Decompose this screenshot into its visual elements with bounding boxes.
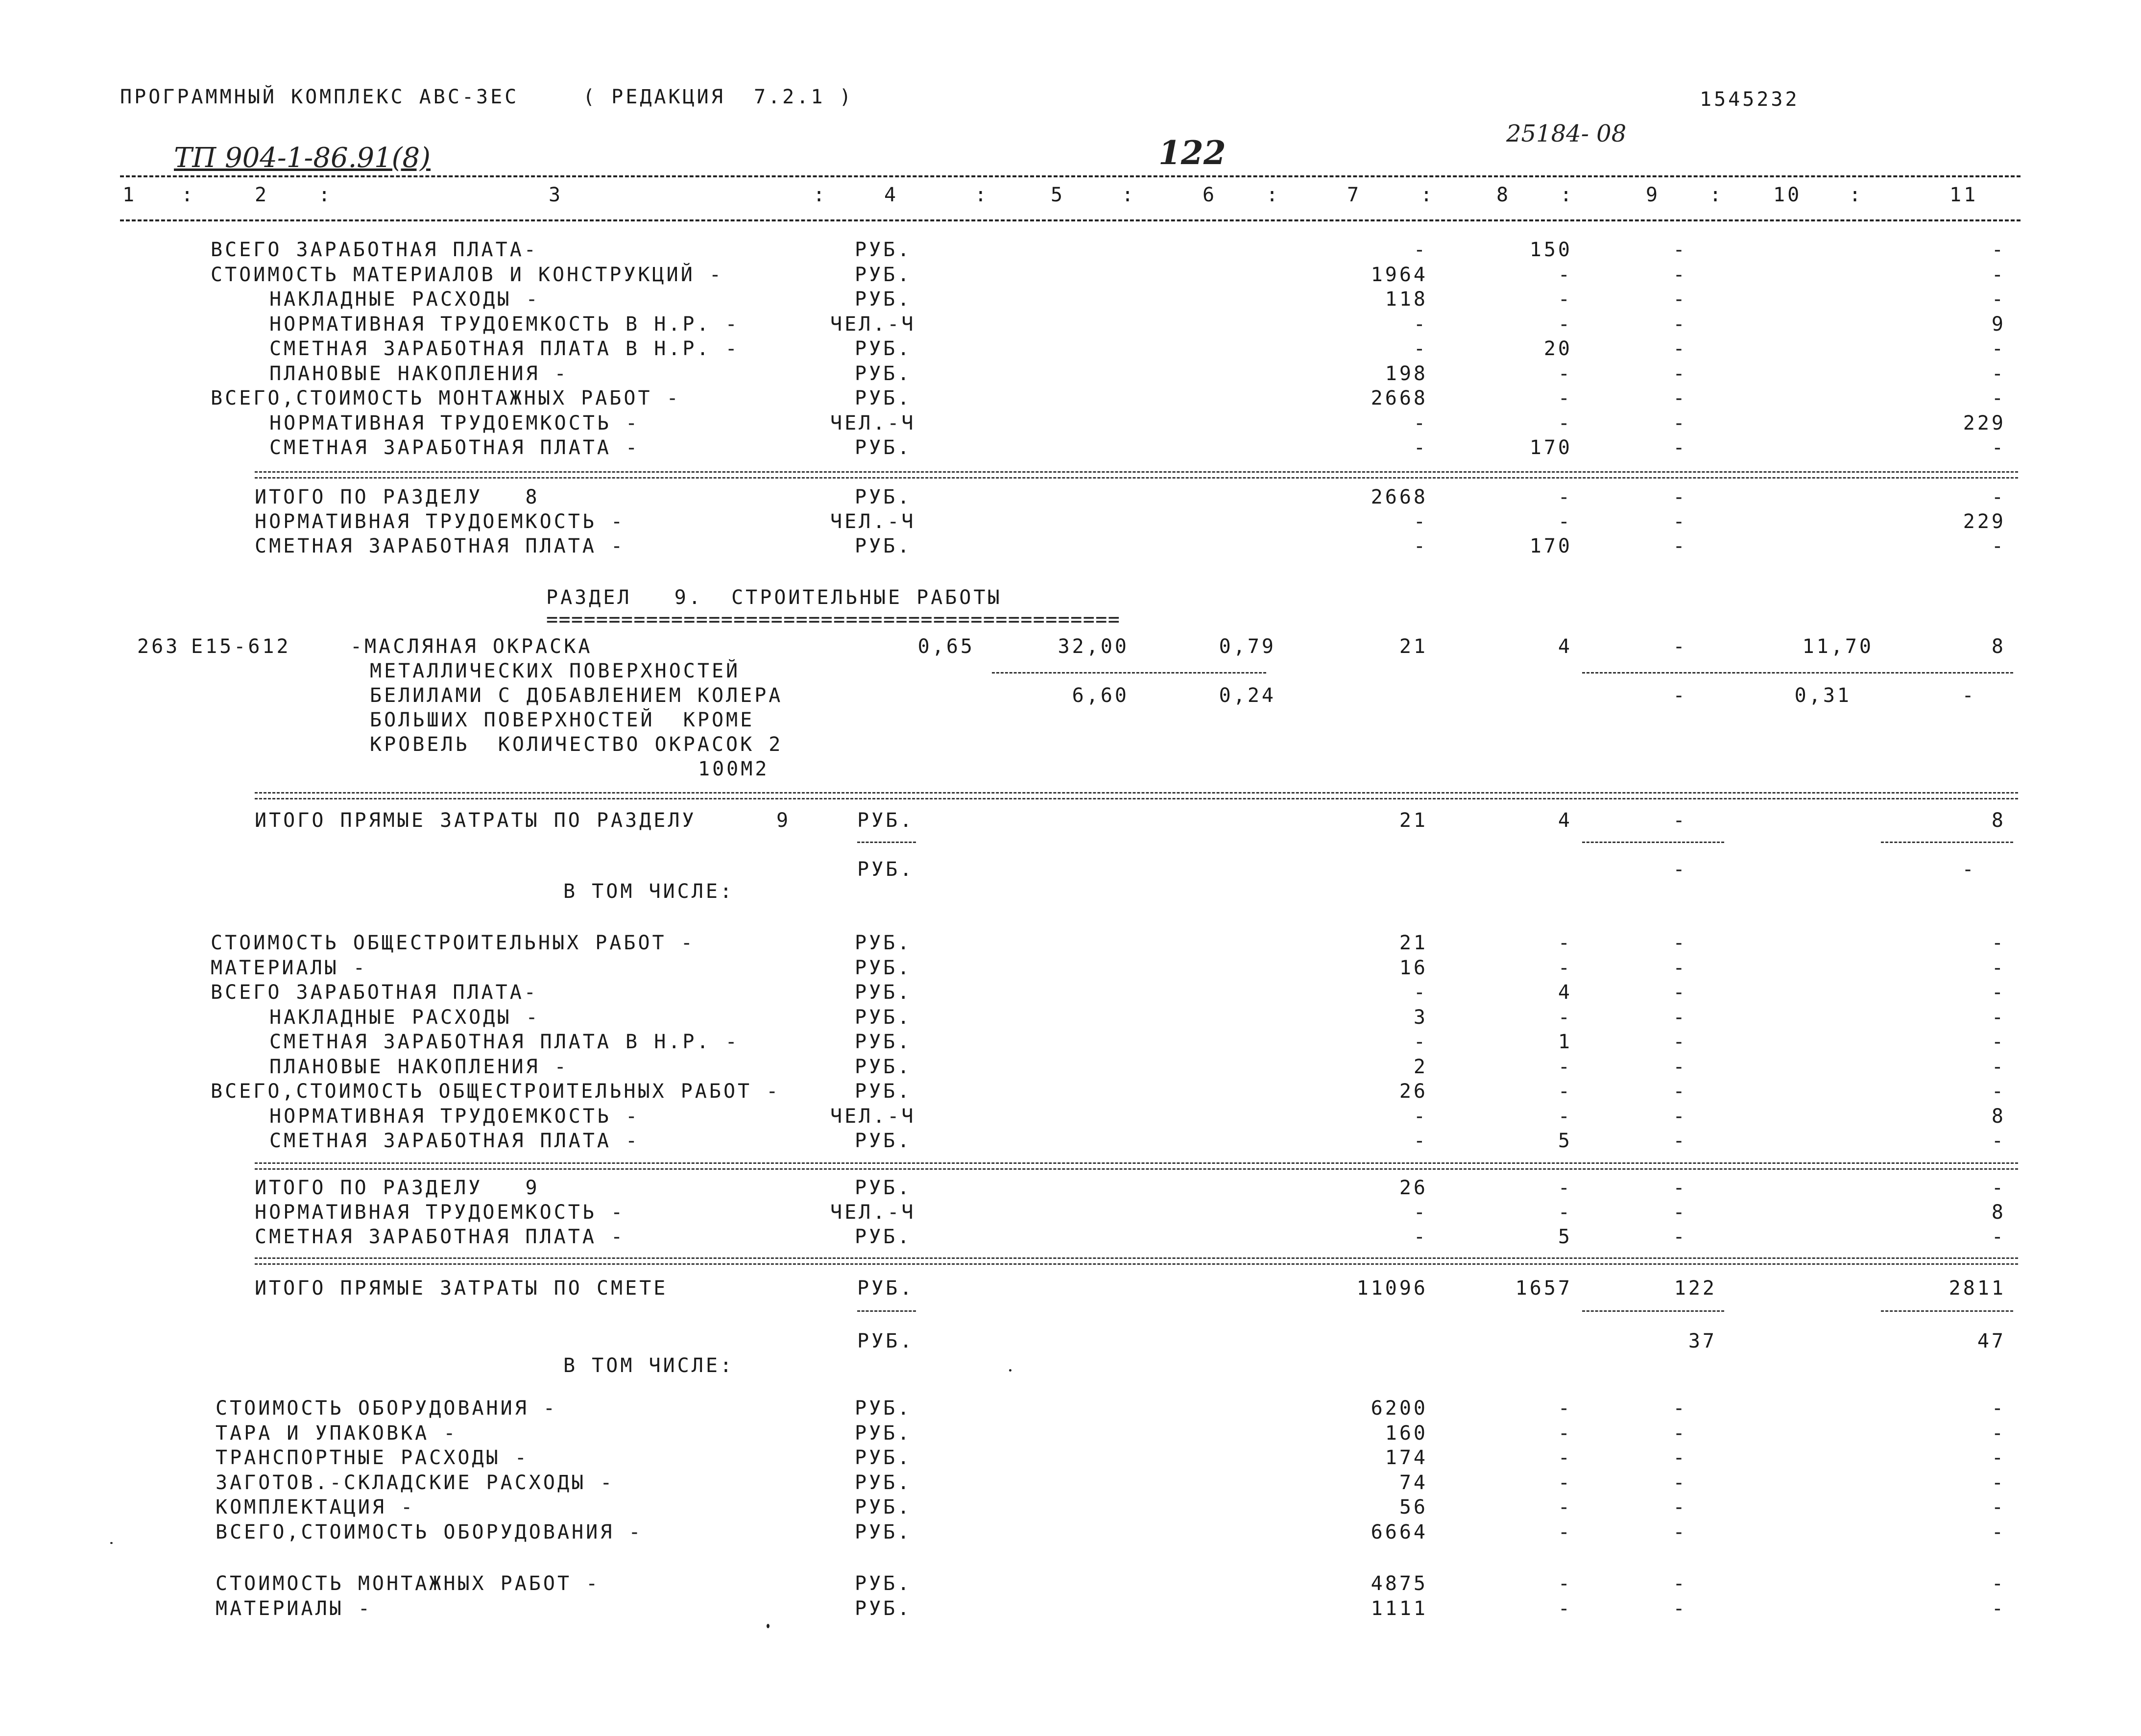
row-label: НОРМАТИВНАЯ ТРУДОЕМКОСТЬ В Н.Р. - [269,313,740,336]
total-c9: 122 [1674,1277,1717,1300]
cell-col9: - [1673,1447,1687,1469]
cell-col9: - [1673,535,1687,557]
column-separator: : [181,184,196,206]
cell-col11: - [1991,1520,2006,1543]
rule [255,1162,2018,1164]
item-c6a: 0,79 [1219,635,1276,658]
cell-col11: - [1991,1130,2006,1152]
item-c5a: 32,00 [1058,635,1129,658]
cell-col8: 4 [1558,981,1572,1004]
cell-col7: 26 [1399,1080,1428,1103]
row-unit: ЧЕЛ.-Ч [830,313,916,336]
cell-col11: - [1991,1055,2006,1078]
rule [255,471,2018,473]
cell-col11: - [1991,239,2006,261]
cell-col7: 56 [1399,1496,1428,1519]
cell-col9: - [1673,1597,1687,1620]
rule [255,798,2018,799]
cell-col8: - [1558,387,1572,410]
row-label: ВСЕГО,СТОИМОСТЬ ОБЩЕСТРОИТЕЛЬНЫХ РАБОТ - [211,1080,781,1103]
cell-col7: 6664 [1371,1520,1428,1543]
row-unit: РУБ. [855,981,912,1004]
cell-col11: - [1991,1397,2006,1420]
cell-col11: - [1991,1572,2006,1595]
cell-col9: - [1673,387,1687,410]
cell-col7: 6200 [1371,1397,1428,1420]
cell-col8: - [1558,1080,1572,1103]
item-c5b: 6,60 [1072,684,1129,707]
cell-col8: - [1558,1597,1572,1620]
cell-col7: - [1413,1226,1428,1248]
cell-col7: 21 [1399,932,1428,954]
item-c10b: 0,31 [1794,684,1852,707]
column-header-4: 4 [884,184,899,206]
cell-col7: 160 [1385,1422,1428,1445]
direct9-c7: 21 [1399,809,1428,832]
handwritten-reference: 25184- 08 [1506,120,1627,147]
direct9-number: 9 [776,809,791,832]
cell-col11: - [1991,1177,2006,1199]
total-unit2: РУБ. [857,1330,914,1352]
row-label: СМЕТНАЯ ЗАРАБОТНАЯ ПЛАТА - [255,535,625,557]
header-bottom-rule [120,219,2021,221]
cell-col7: 1964 [1371,263,1428,286]
total-c8: 1657 [1515,1277,1572,1300]
row-unit: РУБ. [855,1597,912,1620]
column-separator: : [1849,184,1864,206]
row-unit: РУБ. [855,1447,912,1469]
cell-col7: - [1413,338,1428,360]
cell-col11: - [1991,1471,2006,1494]
row-label: ЗАГОТОВ.-СКЛАДСКИЕ РАСХОДЫ - [216,1471,615,1494]
row-label: СТОИМОСТЬ МОНТАЖНЫХ РАБОТ - [216,1572,601,1595]
cell-col7: 4875 [1371,1572,1428,1595]
rule [1582,842,1724,843]
total-c7: 11096 [1356,1277,1428,1300]
column-separator: : [1266,184,1281,206]
cell-col8: - [1558,1006,1572,1029]
rule [1582,1310,1724,1312]
row-unit: РУБ. [855,1572,912,1595]
cell-col9: - [1673,932,1687,954]
rule [992,672,1266,674]
cell-col11: - [1991,1031,2006,1053]
row-unit: РУБ. [855,1422,912,1445]
cell-col11: - [1991,1006,2006,1029]
column-header-7: 7 [1347,184,1362,206]
row-unit: РУБ. [855,1226,912,1248]
row-label: ТРАНСПОРТНЫЕ РАСХОДЫ - [216,1447,529,1469]
cell-col8: - [1558,1520,1572,1543]
row-unit: РУБ. [855,1496,912,1519]
cell-col9: - [1673,510,1687,533]
cell-col7: 2668 [1371,486,1428,508]
program-title: ПРОГРАММНЫЙ КОМПЛЕКС АВС-3ЕС [120,86,519,108]
cell-col11: - [1991,1226,2006,1248]
row-unit: РУБ. [855,1006,912,1029]
direct9-c11b: - [1962,858,1976,881]
cell-col9: - [1673,486,1687,508]
cell-col8: - [1558,1422,1572,1445]
direct9-c9: - [1673,809,1687,832]
column-header-3: 3 [549,184,563,206]
total-label: ИТОГО ПРЯМЫЕ ЗАТРАТЫ ПО СМЕТЕ [255,1277,668,1300]
row-label: СМЕТНАЯ ЗАРАБОТНАЯ ПЛАТА В Н.Р. - [269,1031,740,1053]
cell-col7: 74 [1399,1471,1428,1494]
cell-col9: - [1673,1177,1687,1199]
item-code: Е15-612 [191,635,291,658]
cell-col11: - [1991,1496,2006,1519]
cell-col7: 118 [1385,288,1428,311]
cell-col8: 170 [1529,436,1572,459]
cell-col8: 5 [1558,1226,1572,1248]
cell-col8: - [1558,1177,1572,1199]
cell-col11: - [1991,1422,2006,1445]
row-label: СМЕТНАЯ ЗАРАБОТНАЯ ПЛАТА - [269,1130,640,1152]
cell-col9: - [1673,1031,1687,1053]
column-header-5: 5 [1051,184,1065,206]
cell-col11: - [1991,1080,2006,1103]
cell-col7: - [1413,1105,1428,1128]
row-unit: РУБ. [855,288,912,311]
item-c9a: - [1673,635,1687,658]
row-label: НОРМАТИВНАЯ ТРУДОЕМКОСТЬ - [255,1201,625,1224]
cell-col11: 8 [1991,1105,2006,1128]
rule [255,1263,2018,1265]
cell-col8: - [1558,956,1572,979]
item-description-line: КРОВЕЛЬ КОЛИЧЕСТВО ОКРАСОК 2 [370,733,783,756]
row-label: ТАРА И УПАКОВКА - [216,1422,458,1445]
row-unit: ЧЕЛ.-Ч [830,1105,916,1128]
total-c9b: 37 [1688,1330,1717,1352]
cell-col9: - [1673,1572,1687,1595]
cell-col7: - [1413,1201,1428,1224]
cell-col11: 229 [1963,510,2006,533]
row-unit: РУБ. [855,1130,912,1152]
row-unit: РУБ. [855,338,912,360]
cell-col9: - [1673,288,1687,311]
cell-col7: - [1413,239,1428,261]
direct9-c11: 8 [1991,809,2006,832]
scan-speck [767,1624,770,1628]
row-label: СМЕТНАЯ ЗАРАБОТНАЯ ПЛАТА - [269,436,640,459]
row-unit: ЧЕЛ.-Ч [830,411,916,434]
row-unit: РУБ. [855,535,912,557]
cell-col8: 5 [1558,1130,1572,1152]
rule [255,792,2018,794]
cell-col11: - [1991,932,2006,954]
rule [255,1168,2018,1170]
row-label: ВСЕГО ЗАРАБОТНАЯ ПЛАТА- [211,981,538,1004]
cell-col7: - [1413,510,1428,533]
row-label: НОРМАТИВНАЯ ТРУДОЕМКОСТЬ - [255,510,625,533]
cell-col9: - [1673,362,1687,385]
cell-col11: - [1991,263,2006,286]
cell-col8: - [1558,1471,1572,1494]
row-label: ИТОГО ПО РАЗДЕЛУ 9 [255,1177,540,1199]
total-c11: 2811 [1949,1277,2006,1300]
item-c6b: 0,24 [1219,684,1276,707]
cell-col8: - [1558,1397,1572,1420]
cell-col8: - [1558,510,1572,533]
cell-col8: 170 [1529,535,1572,557]
row-unit: РУБ. [855,263,912,286]
column-separator: : [1560,184,1575,206]
row-label: НОРМАТИВНАЯ ТРУДОЕМКОСТЬ - [269,411,640,434]
cell-col11: - [1991,1597,2006,1620]
cell-col9: - [1673,1201,1687,1224]
cell-col8: - [1558,288,1572,311]
cell-col9: - [1673,263,1687,286]
rule [1881,1310,2013,1312]
cell-col11: - [1991,535,2006,557]
cell-col8: 20 [1543,338,1572,360]
row-unit: РУБ. [855,932,912,954]
row-label: СТОИМОСТЬ ОБЩЕСТРОИТЕЛЬНЫХ РАБОТ - [211,932,695,954]
rule [857,1310,916,1312]
rule [255,1257,2018,1259]
cell-col9: - [1673,1520,1687,1543]
column-header-1: 1 [122,184,137,206]
total-unit: РУБ. [857,1277,914,1300]
cell-col8: - [1558,1201,1572,1224]
row-unit: РУБ. [855,1177,912,1199]
document-number: 1545232 [1700,88,1800,111]
cell-col8: - [1558,362,1572,385]
scan-speck [110,1542,113,1544]
cell-col9: - [1673,1397,1687,1420]
cell-col9: - [1673,239,1687,261]
cell-col9: - [1673,956,1687,979]
cell-col9: - [1673,1226,1687,1248]
row-label: МАТЕРИАЛЫ - [216,1597,372,1620]
cell-col9: - [1673,1080,1687,1103]
cell-col7: 26 [1399,1177,1428,1199]
row-label: ИТОГО ПО РАЗДЕЛУ 8 [255,486,540,508]
column-header-6: 6 [1203,184,1217,206]
cell-col11: 9 [1991,313,2006,336]
cell-col7: - [1413,436,1428,459]
column-header-2: 2 [255,184,269,206]
scan-speck [1009,1369,1011,1372]
total-incl: В ТОМ ЧИСЛЕ: [563,1354,734,1377]
cell-col9: - [1673,1422,1687,1445]
cell-col7: 2 [1413,1055,1428,1078]
cell-col7: 1111 [1371,1597,1428,1620]
row-label: СТОИМОСТЬ МАТЕРИАЛОВ И КОНСТРУКЦИЙ - [211,263,723,286]
cell-col8: - [1558,1572,1572,1595]
row-unit: РУБ. [855,387,912,410]
item-c7: 21 [1399,635,1428,658]
row-unit: РУБ. [855,956,912,979]
row-unit: РУБ. [855,1471,912,1494]
cell-col7: - [1413,1031,1428,1053]
direct9-incl: В ТОМ ЧИСЛЕ: [563,880,734,903]
cell-col7: - [1413,313,1428,336]
cell-col11: - [1991,288,2006,311]
rule [1881,842,2013,843]
cell-col9: - [1673,1055,1687,1078]
item-description-line: БОЛЬШИХ ПОВЕРХНОСТЕЙ КРОМЕ [370,709,755,731]
item-c11: 8 [1991,635,2006,658]
direct9-c9b: - [1673,858,1687,881]
cell-col7: 16 [1399,956,1428,979]
cell-col11: - [1991,362,2006,385]
row-unit: ЧЕЛ.-Ч [830,510,916,533]
total-c11b: 47 [1977,1330,2006,1352]
direct9-c8: 4 [1558,809,1572,832]
cell-col11: - [1991,1447,2006,1469]
cell-col8: - [1558,1447,1572,1469]
item-c11b: - [1962,684,1976,707]
cell-col7: 2668 [1371,387,1428,410]
cell-col8: - [1558,1055,1572,1078]
edition-label: ( РЕДАКЦИЯ 7.2.1 ) [583,86,854,108]
cell-col8: 1 [1558,1031,1572,1053]
item-description-line: 100М2 [698,758,770,780]
column-header-11: 11 [1949,184,1978,206]
cell-col9: - [1673,1496,1687,1519]
row-label: ВСЕГО,СТОИМОСТЬ МОНТАЖНЫХ РАБОТ - [211,387,681,410]
cell-col7: - [1413,411,1428,434]
cell-col8: - [1558,932,1572,954]
row-label: КОМПЛЕКТАЦИЯ - [216,1496,415,1519]
row-unit: РУБ. [855,1031,912,1053]
column-separator: : [318,184,333,206]
row-label: СМЕТНАЯ ЗАРАБОТНАЯ ПЛАТА - [255,1226,625,1248]
handwritten-project-code: ТП 904-1-86.91(8) [174,142,431,174]
cell-col8: 150 [1529,239,1572,261]
direct9-label: ИТОГО ПРЯМЫЕ ЗАТРАТЫ ПО РАЗДЕЛУ [255,809,697,832]
cell-col11: - [1991,956,2006,979]
row-label: МАТЕРИАЛЫ - [211,956,367,979]
cell-col8: - [1558,263,1572,286]
item-c4: 0,65 [917,635,975,658]
row-unit: РУБ. [855,1520,912,1543]
row-label: СТОИМОСТЬ ОБОРУДОВАНИЯ - [216,1397,557,1420]
cell-col9: - [1673,313,1687,336]
column-separator: : [813,184,828,206]
column-separator: : [975,184,989,206]
row-unit: РУБ. [855,239,912,261]
row-label: СМЕТНАЯ ЗАРАБОТНАЯ ПЛАТА В Н.Р. - [269,338,740,360]
row-unit: РУБ. [855,362,912,385]
item-number: 263 [137,635,180,658]
row-label: НОРМАТИВНАЯ ТРУДОЕМКОСТЬ - [269,1105,640,1128]
item-c10a: 11,70 [1802,635,1874,658]
row-unit: РУБ. [855,1080,912,1103]
row-label: ВСЕГО,СТОИМОСТЬ ОБОРУДОВАНИЯ - [216,1520,643,1543]
rule [1582,672,2013,674]
handwritten-page-number: 122 [1158,134,1226,172]
cell-col11: - [1991,436,2006,459]
cell-col9: - [1673,981,1687,1004]
cell-col8: - [1558,1496,1572,1519]
item-c8: 4 [1558,635,1572,658]
cell-col8: - [1558,313,1572,336]
cell-col7: 198 [1385,362,1428,385]
cell-col9: - [1673,1471,1687,1494]
row-unit: РУБ. [855,1055,912,1078]
cell-col11: - [1991,338,2006,360]
row-label: ПЛАНОВЫЕ НАКОПЛЕНИЯ - [269,1055,569,1078]
cell-col7: 174 [1385,1447,1428,1469]
cell-col8: - [1558,486,1572,508]
column-separator: : [1420,184,1435,206]
column-separator: : [1709,184,1724,206]
row-label: НАКЛАДНЫЕ РАСХОДЫ - [269,288,540,311]
direct9-unit: РУБ. [857,809,914,832]
cell-col7: - [1413,981,1428,1004]
item-description-line: БЕЛИЛАМИ С ДОБАВЛЕНИЕМ КОЛЕРА [370,684,783,707]
column-separator: : [1122,184,1136,206]
item-c9b: - [1673,684,1687,707]
cell-col7: 3 [1413,1006,1428,1029]
row-unit: ЧЕЛ.-Ч [830,1201,916,1224]
row-label: ПЛАНОВЫЕ НАКОПЛЕНИЯ - [269,362,569,385]
cell-col8: - [1558,411,1572,434]
cell-col7: - [1413,535,1428,557]
cell-col9: - [1673,1006,1687,1029]
cell-col7: - [1413,1130,1428,1152]
item-description-line: МЕТАЛЛИЧЕСКИХ ПОВЕРХНОСТЕЙ [370,660,741,682]
cell-col11: 229 [1963,411,2006,434]
cell-col11: - [1991,486,2006,508]
item-description-line: -МАСЛЯНАЯ ОКРАСКА [350,635,593,658]
cell-col9: - [1673,436,1687,459]
rule [255,477,2018,479]
header-top-rule [120,175,2021,177]
row-unit: РУБ. [855,1397,912,1420]
column-header-10: 10 [1773,184,1802,206]
cell-col9: - [1673,411,1687,434]
cell-col11: 8 [1991,1201,2006,1224]
cell-col9: - [1673,1130,1687,1152]
cell-col9: - [1673,1105,1687,1128]
cell-col9: - [1673,338,1687,360]
row-unit: РУБ. [855,486,912,508]
row-unit: РУБ. [855,436,912,459]
cell-col8: - [1558,1105,1572,1128]
column-header-8: 8 [1496,184,1511,206]
direct9-unit2: РУБ. [857,858,914,881]
row-label: ВСЕГО ЗАРАБОТНАЯ ПЛАТА- [211,239,538,261]
section9-underline: ============================================== [546,608,1121,631]
row-label: НАКЛАДНЫЕ РАСХОДЫ - [269,1006,540,1029]
rule [857,842,916,843]
section9-title: РАЗДЕЛ 9. СТРОИТЕЛЬНЫЕ РАБОТЫ [546,586,1002,609]
cell-col11: - [1991,981,2006,1004]
cell-col11: - [1991,387,2006,410]
column-header-9: 9 [1646,184,1660,206]
